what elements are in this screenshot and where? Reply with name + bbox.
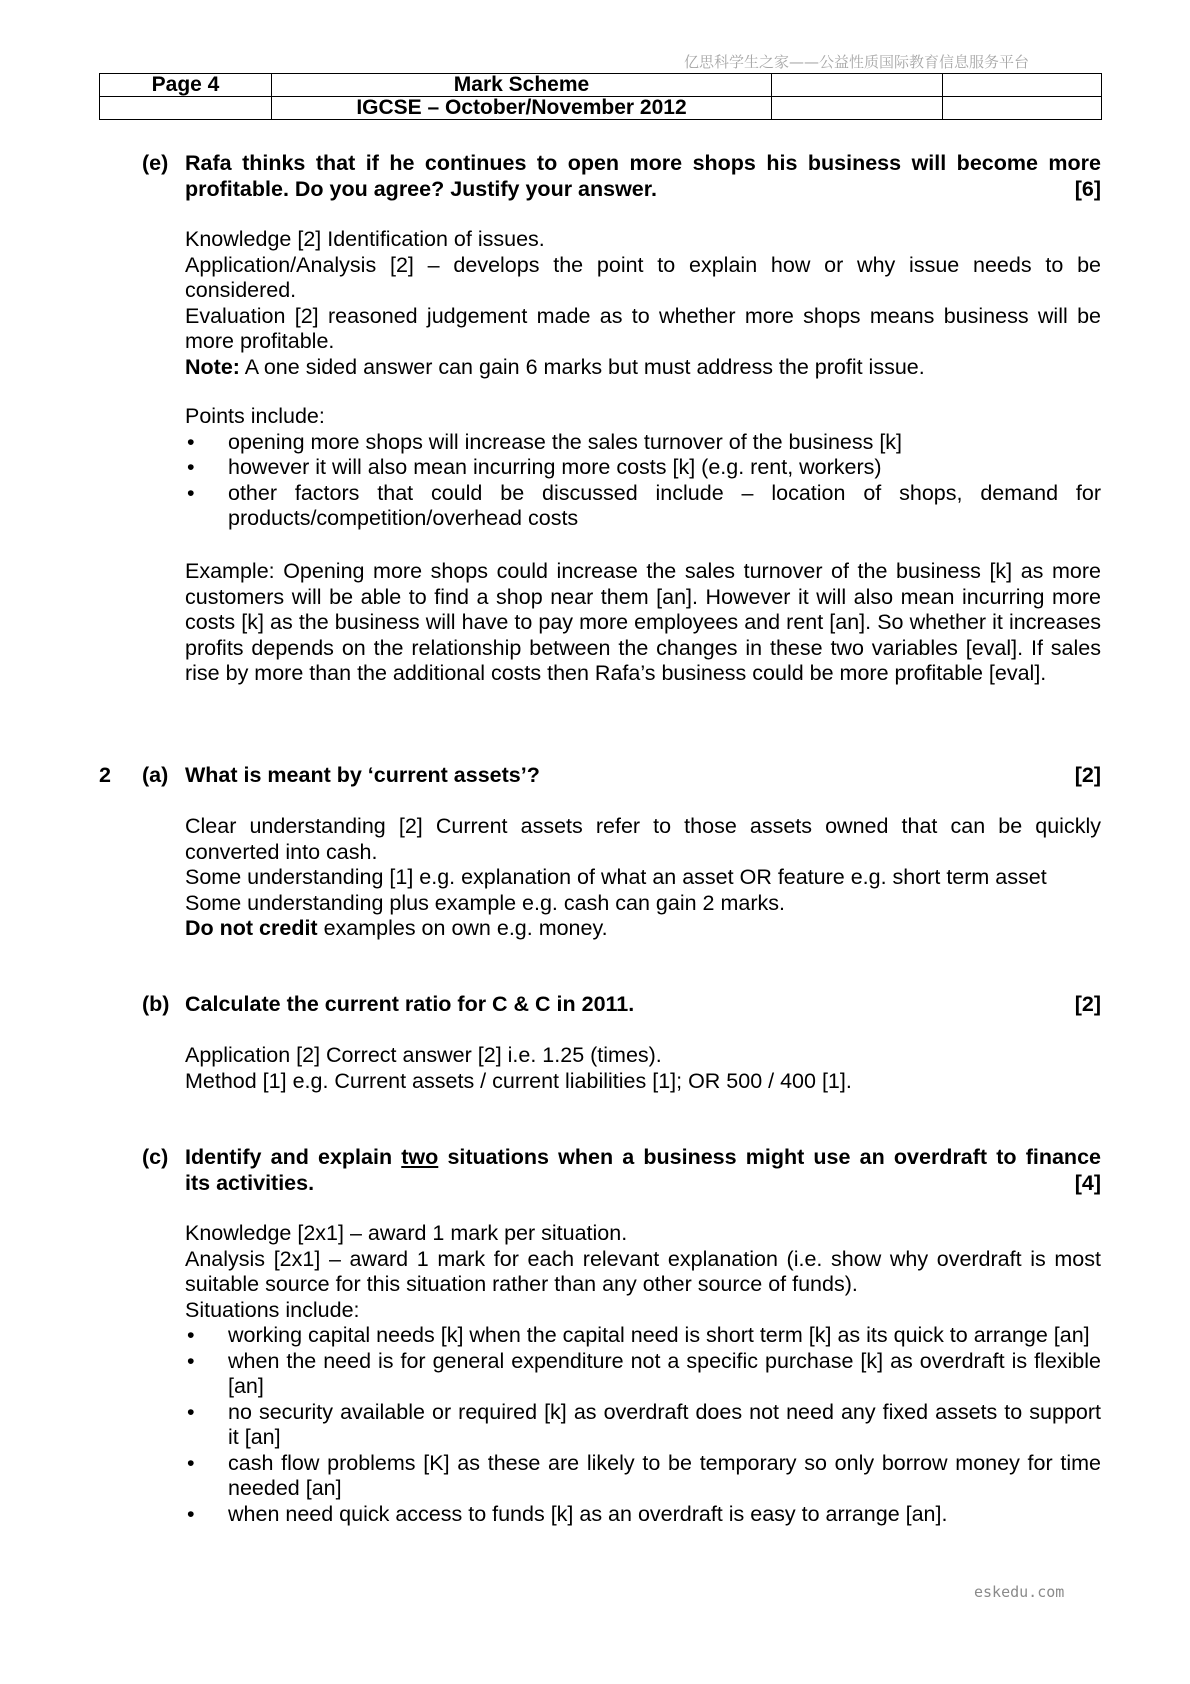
- header-empty-cell: [943, 74, 1102, 97]
- bullet-icon: •: [187, 429, 195, 454]
- example-answer: [185, 559, 1101, 687]
- some-understanding-example: Some understanding plus example e.g. cash can gain 2 marks.: [185, 890, 785, 915]
- method-answer: Method [1] e.g. Current assets / current liabilities [1]; OR 500 / 400 [1].: [185, 1068, 852, 1093]
- do-not-credit-text: examples on own e.g. money.: [317, 916, 608, 940]
- list-item: • working capital needs [k] when the capital need is short term [k] as its quick to arrange [an]: [187, 1323, 1090, 1347]
- list-item: • when the need is for general expenditure not a specific purchase [k] as overdraft is flexible [an]: [187, 1348, 1101, 1398]
- question-number: 2: [99, 763, 111, 787]
- application-criteria: Application/Analysis [2] – develops the point to explain how or why issue needs to be considered.: [185, 252, 1101, 302]
- list-item: • cash flow problems [K] as these are likely to be temporary so only borrow money for time needed [an]: [187, 1450, 1101, 1500]
- bullet-icon: •: [187, 455, 195, 479]
- knowledge-criteria: Knowledge [2] Identification of issues.: [185, 227, 545, 251]
- situations-intro: Situations include:: [185, 1297, 360, 1322]
- mark-guidance-2b: [185, 1043, 1101, 1094]
- list-item: • when need quick access to funds [k] as an overdraft is easy to arrange [an].: [187, 1501, 948, 1526]
- watermark-top: 亿思科学生之家——公益性质国际教育信息服务平台: [684, 53, 1030, 71]
- marks-label: [2]: [1074, 763, 1101, 787]
- question-line: [185, 763, 1101, 789]
- question-line: [185, 177, 1101, 203]
- underlined-word: two: [401, 1145, 439, 1169]
- header-empty-cell: [772, 97, 943, 120]
- question-letter: (a): [142, 763, 169, 787]
- knowledge-criteria: Knowledge [2x1] – award 1 mark per situation.: [185, 1221, 628, 1245]
- evaluation-criteria: Evaluation [2] reasoned judgement made as to whether more shops means business will be more profitable.: [185, 303, 1101, 353]
- header-empty-cell: [772, 74, 943, 97]
- bullet-icon: •: [187, 1450, 195, 1475]
- question-line-text: Calculate the current ratio for C & C in 2011.: [185, 992, 635, 1016]
- question-line: Rafa thinks that if he continues to open more shops his business will become more: [185, 151, 1101, 175]
- page-header-table: [99, 73, 1102, 120]
- bullet-icon: •: [187, 1323, 195, 1347]
- question-2a-text: [185, 763, 1101, 789]
- question-line: [185, 992, 1101, 1018]
- points-list: [185, 430, 1101, 532]
- header-empty-cell: [943, 97, 1102, 120]
- list-item: • opening more shops will increase the sales turnover of the business [k]: [187, 429, 903, 454]
- exam-session: IGCSE – October/November 2012: [272, 97, 772, 120]
- question-line-text: What is meant by ‘current assets’?: [185, 763, 540, 787]
- question-line-text: profitable. Do you agree? Justify your answer.: [185, 176, 657, 201]
- note-label: Note:: [185, 354, 240, 379]
- example-text: Example: Opening more shops could increase the sales turnover of the business [k] as more customers will be able to find a shop near them [an]. However it will also mean incurring more costs [k] as the business will have to pay more employees and rent [an]. So whether it increases profits depends on the relationship between the changes in these two variables [eval]. If sales rise by more than the additional costs then Rafa’s business could be more profitable [eval].: [185, 559, 1101, 685]
- application-answer: Application [2] Correct answer [2] i.e. 1.25 (times).: [185, 1043, 662, 1067]
- bullet-icon: •: [187, 480, 195, 505]
- note: [185, 355, 1101, 381]
- document-title: Mark Scheme: [272, 74, 772, 97]
- note-text: A one sided answer can gain 6 marks but must address the profit issue.: [239, 354, 925, 379]
- mark-guidance-2a: [185, 814, 1101, 942]
- situations-list: [185, 1323, 1101, 1527]
- do-not-credit: [185, 916, 1101, 942]
- question-line-text: its activities.: [185, 1170, 315, 1195]
- bullet-icon: •: [187, 1399, 195, 1424]
- mark-guidance-2c: [185, 1221, 1101, 1527]
- question-letter: (c): [142, 1145, 169, 1169]
- watermark-bottom: eskedu.com: [974, 1583, 1065, 1601]
- list-item: • however it will also mean incurring more costs [k] (e.g. rent, workers): [187, 455, 882, 479]
- page-number: Page 4: [100, 74, 272, 97]
- mark-guidance-1e: [185, 227, 1101, 380]
- question-1e-text: [185, 151, 1101, 202]
- clear-understanding: Clear understanding [2] Current assets refer to those assets owned that can be quickly converted into cash.: [185, 814, 1101, 864]
- question-line: Identify and explain two situations when a business might use an overdraft to finance: [185, 1145, 1101, 1169]
- list-item: • no security available or required [k] as overdraft does not need any fixed assets to support it [an]: [187, 1399, 1101, 1449]
- analysis-criteria: Analysis [2x1] – award 1 mark for each relevant explanation (i.e. show why overdraft is most suitable source for this situation rather than any other source of funds).: [185, 1246, 1101, 1296]
- question-line: [185, 1171, 1101, 1197]
- some-understanding: Some understanding [1] e.g. explanation of what an asset OR feature e.g. short term asset: [185, 865, 1047, 889]
- header-empty-cell: [100, 97, 272, 120]
- points-intro: Points include:: [185, 404, 325, 428]
- question-2b-text: [185, 992, 1101, 1018]
- marks-label: [2]: [1074, 992, 1101, 1016]
- marks-label: [4]: [1074, 1170, 1101, 1195]
- bullet-icon: •: [187, 1348, 195, 1373]
- points-section: [185, 404, 1101, 532]
- list-item: • other factors that could be discussed include – location of shops, demand for products/competition/overhead costs: [187, 480, 1101, 530]
- question-letter: (b): [142, 992, 170, 1016]
- question-2c-text: [185, 1145, 1101, 1196]
- question-letter: (e): [142, 151, 169, 175]
- do-not-credit-label: Do not credit: [185, 916, 318, 940]
- bullet-icon: •: [187, 1501, 195, 1526]
- marks-label: [6]: [1074, 176, 1101, 201]
